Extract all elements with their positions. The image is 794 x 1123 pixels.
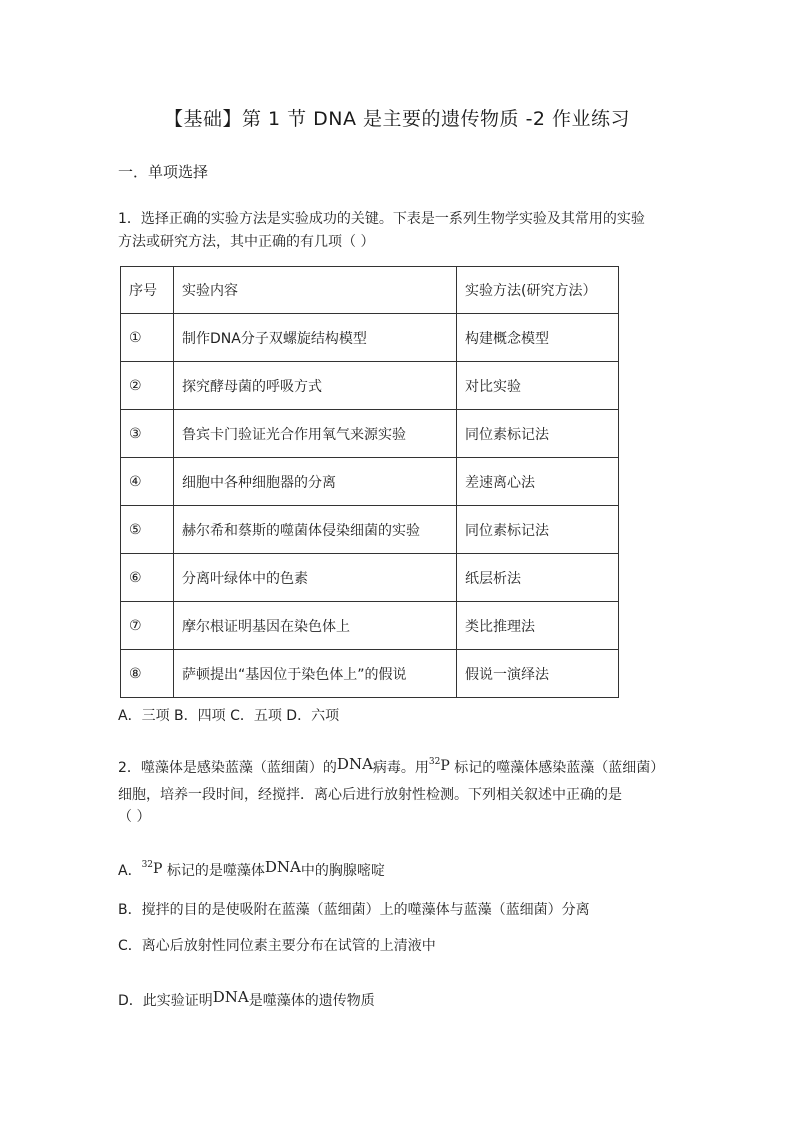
option-a [118,853,385,883]
row-content: 摩尔根证明基因在染色体上 [174,602,457,650]
row-content: 鲁宾卡门验证光合作用氧气来源实验 [174,410,457,458]
row-content: 萨顿提出“基因位于染色体上”的假说 [174,650,457,698]
experiment-table [120,266,619,698]
table-row [121,410,619,458]
isotope-mass-number: 32 [428,757,441,767]
option-d [118,985,375,1013]
option-c: C．离心后放射性同位素主要分布在试管的上清液中 [118,938,436,954]
table-row [121,458,619,506]
section-heading: 一．单项选择 [118,163,209,181]
question-1-line-2: 方法或研究方法，其中正确的有几项（ ） [118,234,375,250]
row-content: 细胞中各种细胞器的分离 [174,458,457,506]
option-a-suffix: 中的胸腺嘧啶 [300,863,385,879]
header-content: 实验内容 [174,267,457,314]
table-header-row [121,267,619,314]
question-2-line-2: 细胞，培养一段时间，经搅拌．离心后进行放射性检测。下列相关叙述中正确的是 [118,787,622,803]
header-index: 序号 [121,267,174,314]
row-content: 制作DNA分子双螺旋结构模型 [174,314,457,362]
row-index: ⑤ [121,506,174,554]
option-a-text: 标记的是噬藻体 [166,863,265,879]
q2-text-b: 病毒。用 [372,760,429,776]
row-index: ② [121,362,174,410]
table-row [121,554,619,602]
row-index: ⑧ [121,650,174,698]
row-method: 对比实验 [457,362,619,410]
q2-text-a: 2．噬藻体是感染蓝藻（蓝细菌）的 [118,760,337,776]
row-index: ④ [121,458,174,506]
option-a-symbol: P [153,861,163,877]
option-b: B．搅拌的目的是使吸附在蓝藻（蓝细菌）上的噬藻体与蓝藻（蓝细菌）分离 [118,902,590,918]
row-index: ⑦ [121,602,174,650]
option-a-dna: DNA [264,858,301,876]
question-2-line-1 [118,750,664,780]
row-index: ① [121,314,174,362]
table-row [121,314,619,362]
option-a-prefix: A． [118,863,142,879]
row-content: 探究酵母菌的呼吸方式 [174,362,457,410]
row-content: 分离叶绿体中的色素 [174,554,457,602]
row-method: 同位素标记法 [457,410,619,458]
question-1-options: A．三项 B．四项 C．五项 D．六项 [118,708,340,724]
isotope-symbol: P [440,758,450,774]
row-method: 假说一演绎法 [457,650,619,698]
row-method: 构建概念模型 [457,314,619,362]
option-d-dna: DNA [212,988,249,1006]
row-method: 纸层析法 [457,554,619,602]
table-row [121,650,619,698]
row-index: ⑥ [121,554,174,602]
row-method: 类比推理法 [457,602,619,650]
row-method: 同位素标记法 [457,506,619,554]
option-a-mass-number: 32 [141,860,154,870]
dna-term: DNA [336,755,373,773]
q2-text-c: 标记的噬藻体感染蓝藻（蓝细菌） [454,760,665,776]
page-title: 【基础】第 1 节 DNA 是主要的遗传物质 -2 作业练习 [163,108,631,130]
table-row [121,506,619,554]
option-d-prefix: D．此实验证明 [118,993,213,1009]
question-2-line-3: （ ） [118,809,151,825]
row-content: 赫尔希和蔡斯的噬菌体侵染细菌的实验 [174,506,457,554]
option-d-suffix: 是噬藻体的遗传物质 [248,993,375,1009]
table-row [121,602,619,650]
row-index: ③ [121,410,174,458]
header-method: 实验方法(研究方法） [457,267,619,314]
table-row [121,362,619,410]
row-method: 差速离心法 [457,458,619,506]
question-1-line-1: 1．选择正确的实验方法是实验成功的关键。下表是一系列生物学实验及其常用的实验 [118,211,645,227]
